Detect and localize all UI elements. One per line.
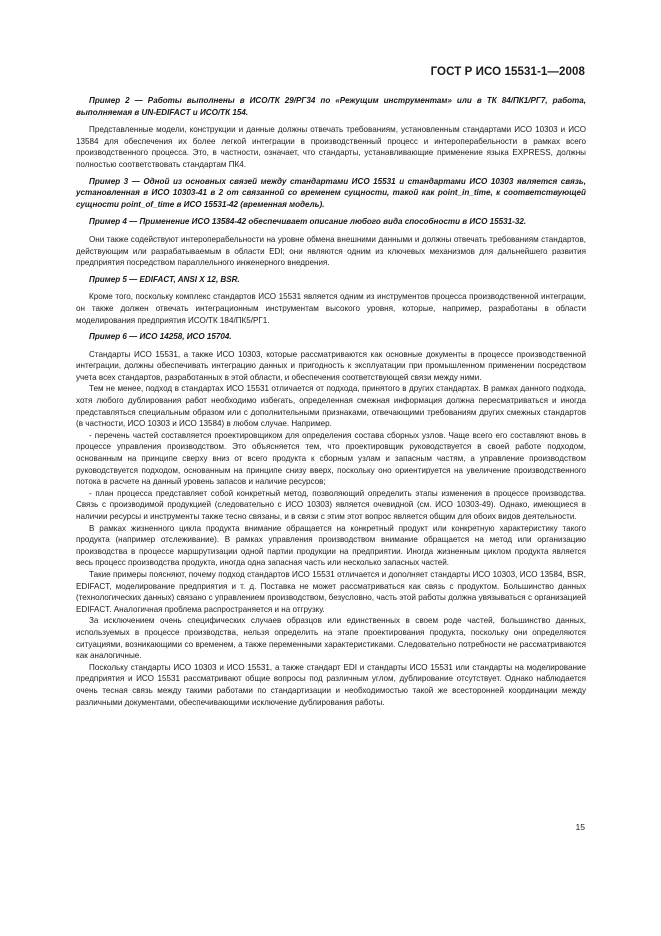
example-3: Пример 3 — Одной из основных связей между стандартами ИСО 15531 и стандартами ИСО 10303 является связь, установленная в ИСО 10303-41 в 2 от связанной со временем сущности, такой как point_in_time, к соответствующей сущности point_of_time в ИСО 15531-42 (временная модель). [76,176,586,209]
paragraph: Поскольку стандарты ИСО 10303 и ИСО 15531, а также стандарт EDI и стандарты ИСО 15531 или стандарты на моделирование предприятия и ИСО 15531 рассматривают общие вопросы под различным углом, дублирование отсутствует. Однако наблюдается очень тесная связь между такими работами по стандартизации и необходимостью такой же всесторонней координации между различными документами, обеспечивающими исключение дублирования работы. [76,662,586,707]
list-item: - перечень частей составляется проектировщиком для определения состава сборных узлов. Чаще всего его составляют вновь в процессе управления производством. Это объясняется тем, что проектировщик руководствуется в своей работе подходом, основанным на принципе сверху вниз от всего продукта к сборным узлам и запасным частям, а управление производством руководствуется подходом, основанным на принципе снизу вверх, поскольку оно ориентируется на увеличение производственного потока в расчете на данный уровень запасов и наличие ресурсов; [76,430,586,487]
list-item: - план процесса представляет собой конкретный метод, позволяющий определить этапы изменения в процессе производства. Связь с производимой продукцией (следовательно с ИСО 10303) является очевидной (см. ИСО 10303-49). Однако, имеющиеся в наличии ресурсы и инструменты также тесно связаны, и в связи с этим этот вопрос является общим для обоих видов деятельности. [76,488,586,521]
example-4: Пример 4 — Применение ИСО 13584-42 обеспечивает описание любого вида способности в ИСО 15531-32. [89,217,527,227]
example-2: Пример 2 — Работы выполнены в ИСО/ТК 29/РГ34 по «Режущим инструментам» или в ТК 84/ПК1/РГ7, работа, выполняемая в UN-EDIFACT и ИСО/ТК 154. [76,96,586,117]
paragraph: За исключением очень специфических случаев образцов или единственных в своем роде частей, большинство данных, используемых в процессе производства, нельзя определить на этапе проектирования продукта, поскольку они определяются ситуациями, возникающими со временем, а также переменными характеристиками. Следовательно потребности не рассматриваются как аналогичные. [76,616,586,661]
example-6: Пример 6 — ИСО 14258, ИСО 15704. [89,332,232,342]
paragraph: Кроме того, поскольку комплекс стандартов ИСО 15531 является одним из инструментов процесса производственной интеграции, он также должен отвечать интеграционным инструментам высокого уровня, которые, например, разработаны в области моделирования предприятия ИСО/ТК 184/ПК5/РГ1. [76,292,586,325]
page-number: 15 [575,822,585,832]
paragraph: Такие примеры поясняют, почему подход стандартов ИСО 15531 отличается и дополняет стандарты ИСО 10303, ИСО 13584, BSR, EDIFACT, моделирование предприятия и т. д. Поставка не может рассматриваться как связь с продуктом. Большинство данных (технологических данных) связано с управлением производством, безусловно, часть этой работы должна увязываться с организацией EDIFACT. Аналогичная проблема распространяется и на отгрузку. [76,569,586,614]
body-text [76,95,586,708]
paragraph: Представленные модели, конструкции и данные должны отвечать требованиям, установленным стандартами ИСО 10303 и ИСО 13584 для обеспечения их более легкой интеграции в производственный процесс и интероперабельности в рамках всего производственного процесса. Это, в частности, означает, что стандарты, устанавливающие применение языка EXPRESS, должны полностью соответствовать стандартам ПК4. [76,125,586,169]
paragraph: Они также содействуют интероперабельности на уровне обмена внешними данными и должны отвечать требованиям стандартов, действующим или разрабатываемым в области EDI; они являются одним из ключевых механизмов для дальнейшего развития предприятия посредством параллельного инженерного внедрения. [76,234,586,268]
example-5: Пример 5 — EDIFACT, ANSI X 12, BSR. [89,274,240,284]
paragraph: Тем не менее, подход в стандартах ИСО 15531 отличается от подхода, принятого в других стандартах. В рамках данного подхода, хотя любого дублирования работ необходимо избегать, определенная смежная информация должна пересматриваться и иногда представляться специальным образом или с дополнительными признаками, отвечающими требованиям других смежных стандартов (в частности, ИСО 10303 и ИСО 13584) в любом случае. Например. [76,384,586,429]
document-code-header: ГОСТ Р ИСО 15531-1—2008 [430,66,585,78]
paragraph: Стандарты ИСО 15531, а также ИСО 10303, которые рассматриваются как основные документы в процессе производственной интеграции, должны обеспечивать интеграцию данных и пригодность к эксплуатации при промышленном применении посредством учета всех стандартов, разработанных в этой области, и обеспечения соответствующей связи между ними. [76,349,586,382]
paragraph: В рамках жизненного цикла продукта внимание обращается на конкретный продукт или конкретную характеристику такого продукта (например отслеживание). В рамках управления производством внимание обращается на метод или организацию производства в процессе маршрутизации одной партии продукции на предприятии. Иногда жизненным циклом продукта является весь процесс производства продукта, иногда одна запасная часть или несколько запасных частей. [76,523,586,568]
